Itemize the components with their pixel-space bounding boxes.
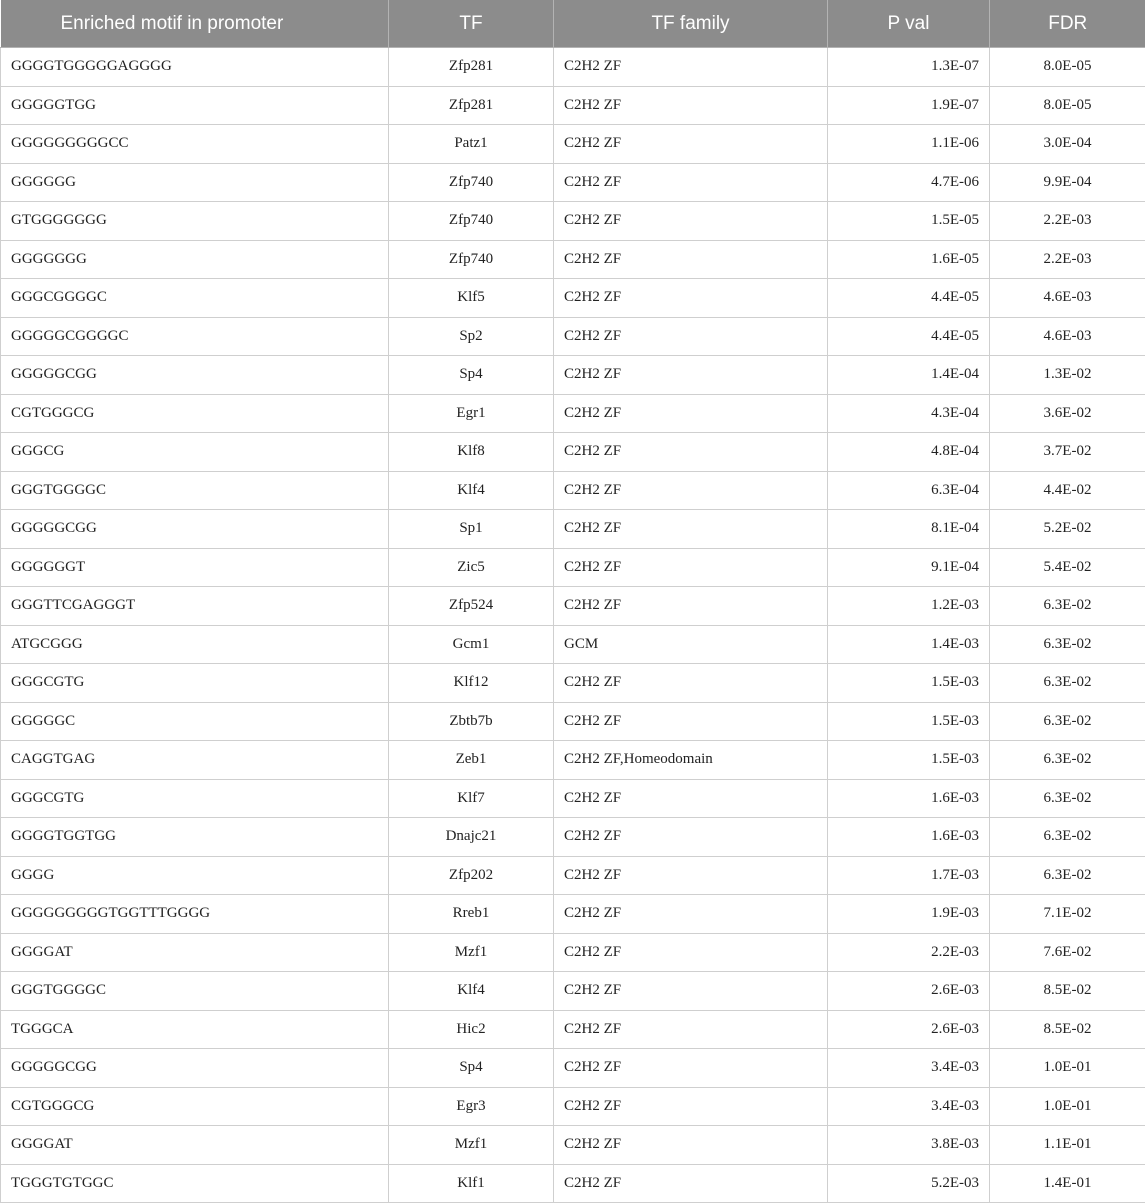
tf-family-cell: C2H2 ZF: [554, 972, 828, 1011]
header-tf-family: TF family: [554, 0, 828, 48]
p-val-cell: 2.6E-03: [828, 1010, 990, 1049]
table-body: [1, 48, 1145, 1203]
table-row: [1, 163, 1145, 202]
tf-cell: Sp2: [389, 317, 554, 356]
p-val-cell: 4.7E-06: [828, 163, 990, 202]
table-row: [1, 510, 1145, 549]
p-val-cell: 3.4E-03: [828, 1087, 990, 1126]
header-p-val: P val: [828, 0, 990, 48]
motif-cell: GGGGGCGG: [1, 356, 389, 395]
motif-cell: GGGCGTG: [1, 779, 389, 818]
tf-family-cell: C2H2 ZF: [554, 240, 828, 279]
fdr-cell: 6.3E-02: [990, 856, 1145, 895]
motif-cell: GGGTGGGGC: [1, 972, 389, 1011]
tf-cell: Sp4: [389, 1049, 554, 1088]
tf-family-cell: C2H2 ZF: [554, 125, 828, 164]
fdr-cell: 6.3E-02: [990, 741, 1145, 780]
fdr-cell: 6.3E-02: [990, 702, 1145, 741]
p-val-cell: 1.6E-05: [828, 240, 990, 279]
fdr-cell: 7.6E-02: [990, 933, 1145, 972]
fdr-cell: 2.2E-03: [990, 240, 1145, 279]
motif-cell: GGGGGCGG: [1, 510, 389, 549]
fdr-cell: 2.2E-03: [990, 202, 1145, 241]
tf-cell: Zic5: [389, 548, 554, 587]
tf-family-cell: C2H2 ZF: [554, 702, 828, 741]
tf-family-cell: C2H2 ZF: [554, 1049, 828, 1088]
fdr-cell: 6.3E-02: [990, 587, 1145, 626]
fdr-cell: 4.6E-03: [990, 279, 1145, 318]
p-val-cell: 1.4E-04: [828, 356, 990, 395]
motif-cell: CGTGGGCG: [1, 394, 389, 433]
motif-cell: GGGG: [1, 856, 389, 895]
table-row: [1, 125, 1145, 164]
table-row: [1, 972, 1145, 1011]
motif-cell: GGGGGCGG: [1, 1049, 389, 1088]
tf-cell: Zfp740: [389, 202, 554, 241]
table-row: [1, 1010, 1145, 1049]
header-row: [1, 0, 1145, 48]
motif-cell: ATGCGGG: [1, 625, 389, 664]
table-row: [1, 279, 1145, 318]
table-row: [1, 1049, 1145, 1088]
fdr-cell: 5.4E-02: [990, 548, 1145, 587]
p-val-cell: 9.1E-04: [828, 548, 990, 587]
tf-family-cell: C2H2 ZF: [554, 818, 828, 857]
tf-cell: Klf8: [389, 433, 554, 472]
tf-family-cell: C2H2 ZF: [554, 279, 828, 318]
tf-cell: Klf1: [389, 1164, 554, 1203]
tf-cell: Klf5: [389, 279, 554, 318]
tf-cell: Patz1: [389, 125, 554, 164]
tf-cell: Zfp281: [389, 48, 554, 87]
p-val-cell: 1.5E-03: [828, 741, 990, 780]
table-header: [1, 0, 1145, 48]
motif-cell: TGGGTGTGGC: [1, 1164, 389, 1203]
table-row: [1, 86, 1145, 125]
motif-cell: GGGGGGT: [1, 548, 389, 587]
tf-cell: Egr3: [389, 1087, 554, 1126]
tf-family-cell: C2H2 ZF: [554, 394, 828, 433]
motif-cell: GGGGAT: [1, 1126, 389, 1165]
fdr-cell: 3.7E-02: [990, 433, 1145, 472]
tf-family-cell: C2H2 ZF: [554, 779, 828, 818]
motif-cell: GGGGGTGG: [1, 86, 389, 125]
p-val-cell: 6.3E-04: [828, 471, 990, 510]
p-val-cell: 4.4E-05: [828, 279, 990, 318]
motif-cell: CGTGGGCG: [1, 1087, 389, 1126]
table-row: [1, 356, 1145, 395]
table-row: [1, 202, 1145, 241]
p-val-cell: 1.4E-03: [828, 625, 990, 664]
motif-cell: GGGCGGGGC: [1, 279, 389, 318]
motif-cell: GGGGTGGTGG: [1, 818, 389, 857]
motif-cell: GGGGTGGGGGAGGGG: [1, 48, 389, 87]
table-row: [1, 548, 1145, 587]
table-row: [1, 741, 1145, 780]
p-val-cell: 1.5E-03: [828, 702, 990, 741]
motif-cell: TGGGCA: [1, 1010, 389, 1049]
fdr-cell: 8.0E-05: [990, 86, 1145, 125]
tf-family-cell: C2H2 ZF: [554, 48, 828, 87]
p-val-cell: 2.6E-03: [828, 972, 990, 1011]
fdr-cell: 1.3E-02: [990, 356, 1145, 395]
tf-family-cell: C2H2 ZF: [554, 587, 828, 626]
tf-family-cell: C2H2 ZF: [554, 471, 828, 510]
fdr-cell: 4.6E-03: [990, 317, 1145, 356]
p-val-cell: 2.2E-03: [828, 933, 990, 972]
motif-cell: GGGCG: [1, 433, 389, 472]
tf-family-cell: C2H2 ZF: [554, 202, 828, 241]
fdr-cell: 1.0E-01: [990, 1087, 1145, 1126]
fdr-cell: 1.1E-01: [990, 1126, 1145, 1165]
tf-family-cell: C2H2 ZF: [554, 510, 828, 549]
tf-family-cell: C2H2 ZF: [554, 86, 828, 125]
table-row: [1, 240, 1145, 279]
tf-cell: Mzf1: [389, 1126, 554, 1165]
fdr-cell: 5.2E-02: [990, 510, 1145, 549]
fdr-cell: 6.3E-02: [990, 779, 1145, 818]
table-row: [1, 471, 1145, 510]
p-val-cell: 5.2E-03: [828, 1164, 990, 1203]
tf-family-cell: C2H2 ZF: [554, 895, 828, 934]
tf-family-cell: C2H2 ZF: [554, 548, 828, 587]
tf-family-cell: C2H2 ZF: [554, 1164, 828, 1203]
tf-cell: Zfp202: [389, 856, 554, 895]
tf-cell: Zeb1: [389, 741, 554, 780]
fdr-cell: 8.5E-02: [990, 1010, 1145, 1049]
p-val-cell: 3.8E-03: [828, 1126, 990, 1165]
tf-family-cell: C2H2 ZF: [554, 1087, 828, 1126]
p-val-cell: 1.9E-03: [828, 895, 990, 934]
motif-cell: GGGGAT: [1, 933, 389, 972]
fdr-cell: 6.3E-02: [990, 818, 1145, 857]
header-motif: Enriched motif in promoter: [1, 0, 389, 48]
table-row: [1, 856, 1145, 895]
tf-cell: Mzf1: [389, 933, 554, 972]
tf-cell: Klf4: [389, 972, 554, 1011]
p-val-cell: 1.9E-07: [828, 86, 990, 125]
p-val-cell: 4.4E-05: [828, 317, 990, 356]
fdr-cell: 4.4E-02: [990, 471, 1145, 510]
p-val-cell: 4.3E-04: [828, 394, 990, 433]
table-row: [1, 702, 1145, 741]
fdr-cell: 8.0E-05: [990, 48, 1145, 87]
tf-cell: Egr1: [389, 394, 554, 433]
p-val-cell: 1.3E-07: [828, 48, 990, 87]
header-fdr: FDR: [990, 0, 1145, 48]
tf-family-cell: C2H2 ZF: [554, 1126, 828, 1165]
tf-cell: Klf7: [389, 779, 554, 818]
p-val-cell: 1.6E-03: [828, 779, 990, 818]
motif-cell: CAGGTGAG: [1, 741, 389, 780]
tf-cell: Zfp740: [389, 240, 554, 279]
tf-cell: Sp4: [389, 356, 554, 395]
fdr-cell: 7.1E-02: [990, 895, 1145, 934]
table-row: [1, 394, 1145, 433]
tf-cell: Dnajc21: [389, 818, 554, 857]
table-row: [1, 317, 1145, 356]
header-tf: TF: [389, 0, 554, 48]
tf-cell: Zfp281: [389, 86, 554, 125]
motif-cell: GGGTGGGGC: [1, 471, 389, 510]
tf-cell: Hic2: [389, 1010, 554, 1049]
table-row: [1, 818, 1145, 857]
fdr-cell: 1.4E-01: [990, 1164, 1145, 1203]
fdr-cell: 6.3E-02: [990, 664, 1145, 703]
motif-cell: GTGGGGGGG: [1, 202, 389, 241]
fdr-cell: 3.0E-04: [990, 125, 1145, 164]
motif-cell: GGGGGGG: [1, 240, 389, 279]
p-val-cell: 3.4E-03: [828, 1049, 990, 1088]
tf-family-cell: C2H2 ZF: [554, 1010, 828, 1049]
p-val-cell: 1.5E-05: [828, 202, 990, 241]
table-row: [1, 433, 1145, 472]
tf-cell: Zfp524: [389, 587, 554, 626]
tf-cell: Gcm1: [389, 625, 554, 664]
fdr-cell: 8.5E-02: [990, 972, 1145, 1011]
table-row: [1, 933, 1145, 972]
fdr-cell: 9.9E-04: [990, 163, 1145, 202]
table-row: [1, 48, 1145, 87]
motif-cell: GGGGGGGGGTGGTTTGGGG: [1, 895, 389, 934]
table-row: [1, 1126, 1145, 1165]
fdr-cell: 1.0E-01: [990, 1049, 1145, 1088]
motif-cell: GGGGGCGGGGC: [1, 317, 389, 356]
tf-family-cell: C2H2 ZF: [554, 664, 828, 703]
tf-family-cell: C2H2 ZF: [554, 933, 828, 972]
motif-cell: GGGTTCGAGGGT: [1, 587, 389, 626]
p-val-cell: 1.7E-03: [828, 856, 990, 895]
motif-cell: GGGCGTG: [1, 664, 389, 703]
p-val-cell: 1.2E-03: [828, 587, 990, 626]
tf-family-cell: C2H2 ZF: [554, 356, 828, 395]
p-val-cell: 8.1E-04: [828, 510, 990, 549]
tf-cell: Klf4: [389, 471, 554, 510]
tf-family-cell: C2H2 ZF: [554, 163, 828, 202]
tf-family-cell: C2H2 ZF: [554, 856, 828, 895]
motif-cell: GGGGGG: [1, 163, 389, 202]
p-val-cell: 4.8E-04: [828, 433, 990, 472]
table-row: [1, 625, 1145, 664]
tf-family-cell: GCM: [554, 625, 828, 664]
table-row: [1, 1087, 1145, 1126]
tf-cell: Klf12: [389, 664, 554, 703]
tf-cell: Zbtb7b: [389, 702, 554, 741]
tf-family-cell: C2H2 ZF,Homeodomain: [554, 741, 828, 780]
tf-family-cell: C2H2 ZF: [554, 317, 828, 356]
p-val-cell: 1.5E-03: [828, 664, 990, 703]
tf-cell: Sp1: [389, 510, 554, 549]
table-row: [1, 1164, 1145, 1203]
tf-family-cell: C2H2 ZF: [554, 433, 828, 472]
table-row: [1, 587, 1145, 626]
table-row: [1, 664, 1145, 703]
tf-cell: Rreb1: [389, 895, 554, 934]
p-val-cell: 1.6E-03: [828, 818, 990, 857]
table-row: [1, 895, 1145, 934]
motif-cell: GGGGGGGGGCC: [1, 125, 389, 164]
fdr-cell: 6.3E-02: [990, 625, 1145, 664]
tf-cell: Zfp740: [389, 163, 554, 202]
fdr-cell: 3.6E-02: [990, 394, 1145, 433]
motif-cell: GGGGGC: [1, 702, 389, 741]
table-row: [1, 779, 1145, 818]
p-val-cell: 1.1E-06: [828, 125, 990, 164]
